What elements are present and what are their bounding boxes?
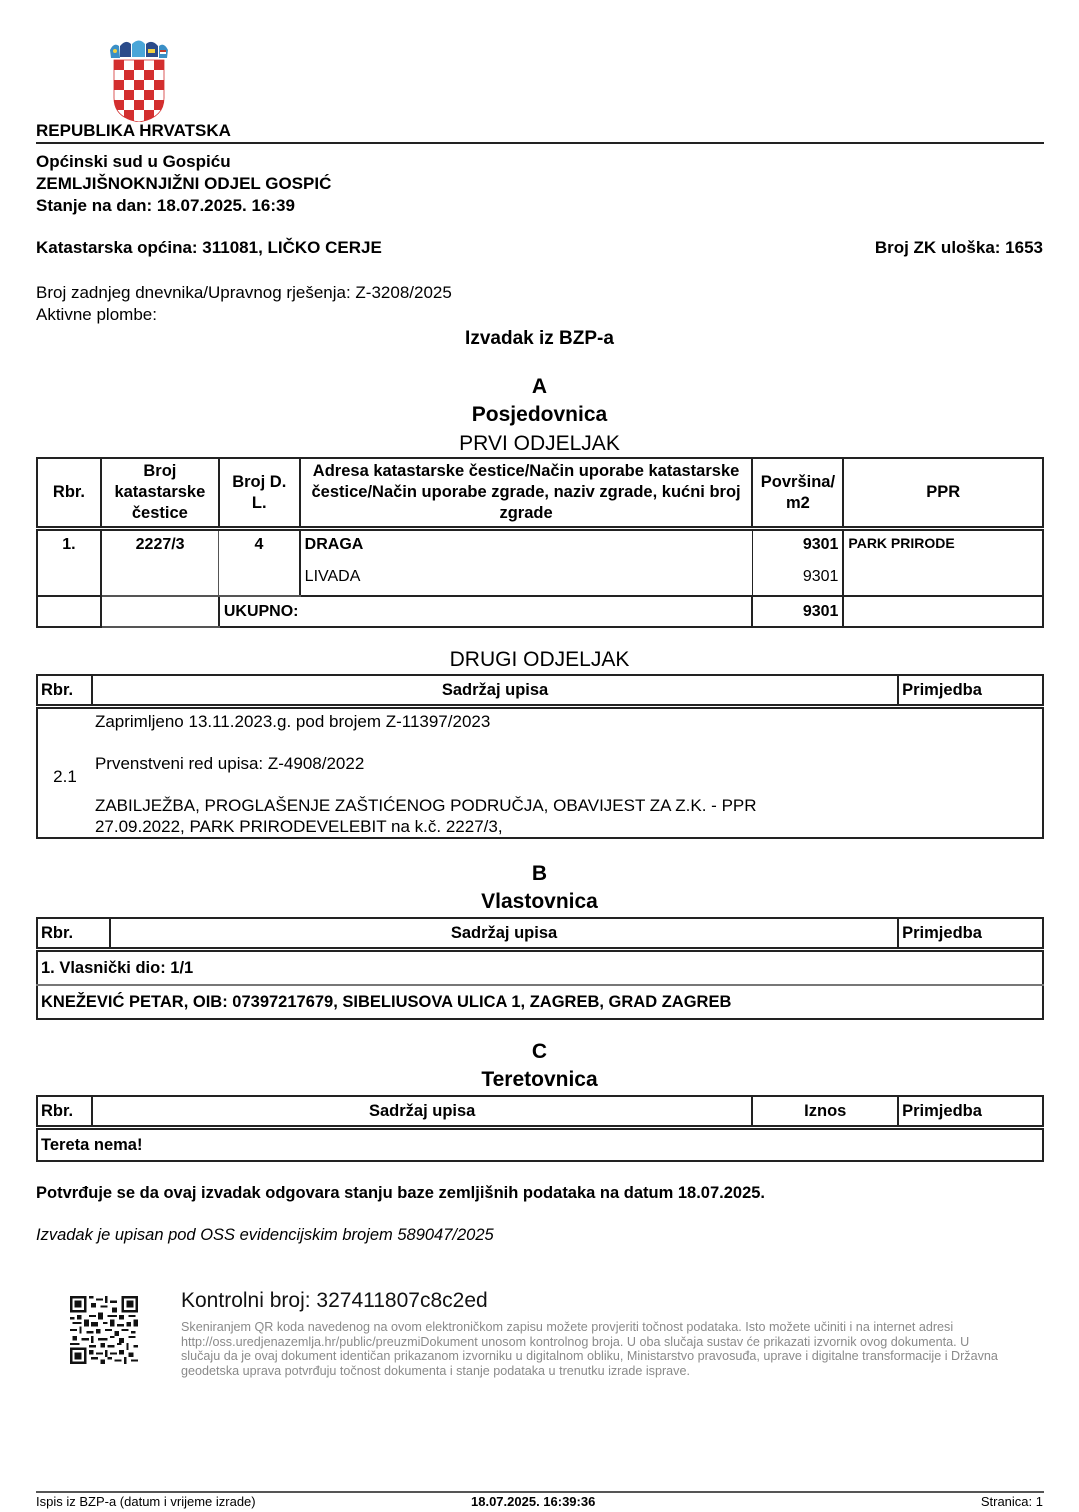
column-header-content: Sadržaj upisa <box>92 1096 752 1128</box>
section-b-letter: B <box>531 862 548 885</box>
footer-divider <box>36 1491 1044 1493</box>
document-title: Izvadak iz BZP-a <box>465 328 614 349</box>
footer-page-number: Stranica: 1 <box>980 1494 1043 1509</box>
cell-address: DRAGA <box>300 529 753 562</box>
table-row <box>37 950 1043 986</box>
ownership-table <box>36 917 1044 1020</box>
section-a-letter: A <box>531 375 548 398</box>
state-date: Stanje na dan: 18.07.2025. 16:39 <box>36 196 295 215</box>
total-row <box>37 596 1043 627</box>
document-meta <box>36 282 452 326</box>
column-header-dl: Broj D. L. <box>219 458 300 529</box>
column-header-parcel: Broj katastarske čestice <box>101 458 219 529</box>
cell-usage-area: 9301 <box>752 562 843 596</box>
court-info <box>36 151 331 217</box>
owner-details: KNEŽEVIĆ PETAR, OIB: 07397217679, SIBELIUSOVA ULICA 1, ZAGREB, GRAD ZAGREB <box>37 985 1043 1019</box>
cell-ppr <box>843 529 1043 562</box>
second-part-table <box>36 674 1044 839</box>
column-header-rbr: Rbr. <box>37 918 110 950</box>
column-header-note: Primjedba <box>898 675 1043 707</box>
column-header-amount: Iznos <box>752 1096 898 1128</box>
received-line: Zaprimljeno 13.11.2023.g. pod brojem Z-11397/2023 <box>94 712 491 731</box>
column-header-rbr: Rbr. <box>37 675 92 707</box>
table-row <box>37 529 1043 562</box>
confirmation-text: Potvrđuje se da ovaj izvadak odgovara stanju baze zemljišnih podataka na datum 18.07.2025. <box>36 1184 766 1202</box>
header-divider <box>36 142 1044 144</box>
section-a-title: Posjedovnica <box>471 403 608 426</box>
column-header-rbr: Rbr. <box>37 1096 92 1128</box>
verification-disclaimer: Skeniranjem QR koda navedenog na ovom elektroničkom zapisu možete provjeriti točnost podataka. Isto možete učiniti i na internet adresi http://oss.uredjenazemlja.hr/public/preuzmiDokument unosom kontrolnog broja. U oba slučaja sustav će prikazati izvornik ovog dokumenta. U slučaju da je ovaj dokument identičan prikazanom izvorniku u digitalnom obliku, Ministarstvo pravosuđa, uprave i digitalne transformacije i Državna geodetska uprava potvrđuju točnost dokumenta i stanje podataka u trenutku izrade isprave. <box>181 1320 998 1378</box>
cell-usage: LIVADA <box>300 562 753 596</box>
cell-note <box>898 707 1043 839</box>
column-header-ppr: PPR <box>843 458 1043 529</box>
content-line-2: 27.09.2022, PARK PRIRODEVELEBIT na k.č. 2227/3, <box>94 817 503 836</box>
total-label: UKUPNO: <box>219 596 753 627</box>
oss-record-number: Izvadak je upisan pod OSS evidencijskim brojem 589047/2025 <box>36 1226 494 1244</box>
section-c-title: Teretovnica <box>481 1068 598 1091</box>
cell-area: 9301 <box>752 529 843 562</box>
table-row <box>37 707 1043 839</box>
section-b-title: Vlastovnica <box>481 890 598 913</box>
control-number: Kontrolni broj: 327411807c8c2ed <box>181 1289 488 1312</box>
croatian-coat-of-arms-icon <box>108 38 170 122</box>
ownership-share: 1. Vlasnički dio: 1/1 <box>37 950 1043 986</box>
qr-code-icon <box>70 1296 138 1364</box>
cell-parcel: 2227/3 <box>101 529 219 562</box>
no-encumbrances: Tereta nema! <box>37 1128 1043 1162</box>
cell-rbr: 1. <box>37 529 101 562</box>
priority-line: Prvenstveni red upisa: Z-4908/2022 <box>94 754 365 773</box>
footer-print-label: Ispis iz BZP-a (datum i vrijeme izrade) <box>36 1494 256 1509</box>
first-part-title: PRVI ODJELJAK <box>459 432 620 455</box>
section-c-letter: C <box>531 1040 548 1063</box>
zk-folio-number: Broj ZK uloška: 1653 <box>874 238 1043 257</box>
encumbrance-table <box>36 1095 1044 1162</box>
table-row <box>37 1128 1043 1162</box>
cell-rbr: 2.1 <box>37 707 92 839</box>
content-line-1: ZABILJEŽBA, PROGLAŠENJE ZAŠTIĆENOG PODRUČJA, OBAVIJEST ZA Z.K. - PPR <box>94 796 757 815</box>
column-header-note: Primjedba <box>898 918 1043 950</box>
country-name: REPUBLIKA HRVATSKA <box>36 121 231 140</box>
department-name: ZEMLJIŠNOKNJIŽNI ODJEL GOSPIĆ <box>36 174 332 193</box>
court-name: Općinski sud u Gospiću <box>36 152 231 171</box>
column-header-rbr: Rbr. <box>37 458 101 529</box>
active-seals: Aktivne plombe: <box>36 305 157 324</box>
column-header-note: Primjedba <box>898 1096 1043 1128</box>
cell-dl: 4 <box>219 529 300 562</box>
column-header-content: Sadržaj upisa <box>92 675 898 707</box>
column-header-content: Sadržaj upisa <box>110 918 898 950</box>
footer-print-timestamp: 18.07.2025. 16:39:36 <box>471 1494 596 1509</box>
ppr-value: PARK PRIRODE <box>848 535 955 551</box>
total-area: 9301 <box>752 596 843 627</box>
second-part-title: DRUGI ODJELJAK <box>449 648 630 671</box>
table-row <box>37 985 1043 1019</box>
table-row <box>37 562 1043 596</box>
first-part-table <box>36 457 1044 628</box>
column-header-area: Površina/ m2 <box>752 458 843 529</box>
cell-content <box>92 707 898 839</box>
last-diary-number: Broj zadnjeg dnevnika/Upravnog rješenja: Z-3208/2025 <box>36 283 452 302</box>
column-header-address: Adresa katastarske čestice/Način uporabe katastarske čestice/Način uporabe zgrade, naziv zgrade, kućni broj zgrade <box>300 458 753 529</box>
cadastral-municipality: Katastarska općina: 311081, LIČKO CERJE <box>36 238 382 257</box>
